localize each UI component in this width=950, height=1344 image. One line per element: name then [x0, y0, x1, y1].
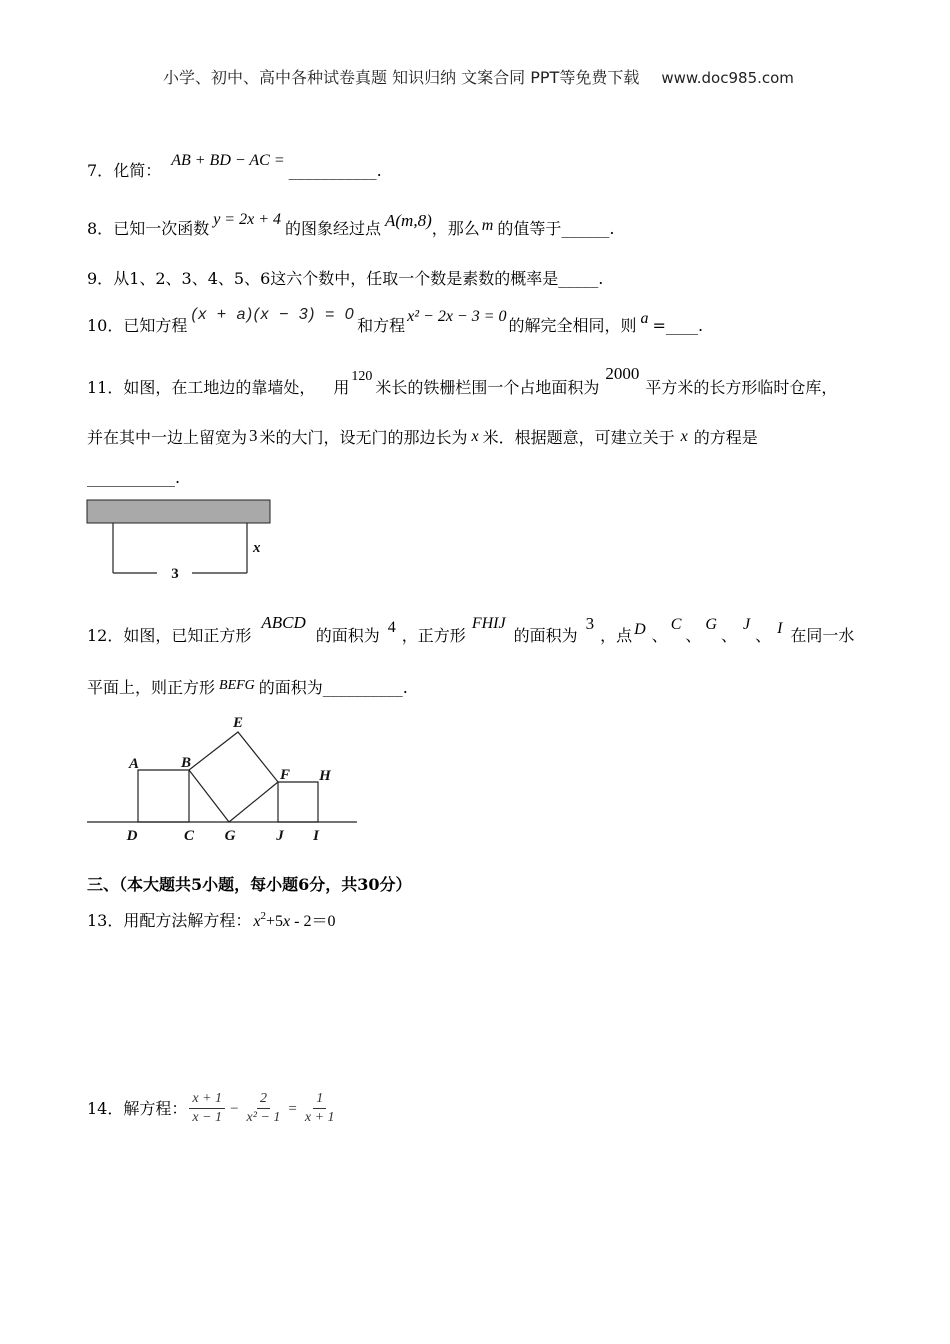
minus-sign: − [230, 1100, 239, 1117]
fraction-1 [189, 1090, 225, 1127]
question-text: 的值等于 [497, 219, 562, 238]
question-text: 如图，在工地边的靠墙处， [123, 378, 316, 397]
header-text: 小学、初中、高中各种试卷真题 知识归纳 文案合同 PPT等免费下载 [163, 68, 640, 87]
question-text: 米．根据题意，可建立关于 [482, 428, 675, 447]
question-13 [87, 911, 335, 933]
question-12-line-1 [87, 613, 855, 647]
answer-blank: ___________ [87, 468, 175, 487]
math-term: - 2＝0 [290, 913, 336, 930]
question-number: 11． [87, 378, 124, 397]
question-text: 从1、2、3、4、5、6这六个数中，任取一个数是素数的概率是 [113, 269, 559, 288]
answer-blank: _____ [558, 269, 599, 288]
question-10 [87, 306, 704, 337]
section-title: 三、（本大题共5小题，每小题6分，共30分） [87, 875, 412, 894]
question-number: 14． [87, 1098, 124, 1118]
area-value: 2000 [605, 364, 640, 383]
question-number: 12． [87, 626, 124, 645]
period: . [598, 269, 604, 288]
point-c: C [670, 616, 682, 633]
math-exponent: 2 [260, 910, 266, 922]
label-b: B [180, 755, 192, 771]
label-d: D [126, 828, 138, 844]
fraction-numerator: 2 [257, 1090, 270, 1109]
question-text: 解方程： [123, 1098, 188, 1118]
separator: 、 [755, 626, 772, 645]
section-heading [87, 875, 412, 895]
square-fhij-shape [278, 782, 318, 822]
square-befg: BEFG [219, 678, 255, 693]
header-url: www.doc985.com [661, 69, 794, 87]
fence-length-value: 120 [351, 369, 373, 384]
point-j: J [742, 616, 751, 633]
point-g: G [705, 616, 717, 633]
fraction-2 [244, 1090, 284, 1127]
square-fhij: FHIJ [471, 615, 506, 632]
label-f: F [279, 767, 291, 783]
question-text: 米长的铁栅栏围一个占地面积为 [375, 378, 600, 397]
math-equation-2: x² − 2x − 3 = 0 [407, 308, 507, 325]
fraction-numerator: x + 1 [189, 1090, 225, 1109]
page-header [163, 68, 794, 88]
math-point: A(m,8) [385, 211, 432, 230]
math-expression: y = 2x + 4 [213, 211, 281, 228]
figure-squares [85, 712, 360, 847]
period: . [609, 219, 615, 238]
square-abcd: ABCD [261, 613, 306, 632]
wall [87, 500, 270, 523]
question-number: 7． [87, 161, 114, 180]
question-text: 和方程 [357, 316, 406, 335]
label-c: C [183, 828, 195, 844]
math-variable: x [283, 913, 291, 930]
fraction-numerator: 1 [313, 1090, 326, 1109]
figure-warehouse [85, 498, 275, 583]
square-befg-shape [189, 732, 278, 822]
math-variable: a [640, 310, 649, 327]
label-g: G [224, 828, 236, 844]
question-14 [87, 1090, 338, 1127]
label-j: J [276, 828, 284, 844]
equals-sign: = [652, 316, 666, 335]
area-abcd-value: 4 [387, 619, 396, 636]
answer-blank: __________ [322, 678, 403, 697]
question-number: 9． [87, 269, 114, 288]
fraction-denominator: x² − 1 [246, 1110, 281, 1125]
question-11-line-2 [87, 428, 758, 449]
question-text: ，那么 [431, 219, 480, 238]
question-number: 13． [87, 911, 124, 930]
separator: 、 [720, 626, 737, 645]
math-expression: AB + BD − AC = [171, 152, 285, 169]
math-variable: m [481, 217, 494, 234]
math-variable: x [471, 428, 479, 445]
label-h: H [319, 768, 331, 784]
equals-sign: = [288, 1100, 297, 1117]
question-9 [87, 269, 603, 289]
question-text: 平方米的长方形临时仓库， [645, 378, 838, 397]
question-7 [87, 152, 382, 182]
math-variable: x [680, 428, 688, 445]
point-d: D [634, 621, 646, 638]
question-text: 在同一水 [790, 626, 855, 645]
math-term: +5 [266, 913, 284, 930]
question-text: 化简： [113, 161, 162, 180]
question-text: 平面上，则正方形 [87, 678, 216, 697]
gate-width-label: 3 [171, 566, 179, 582]
question-number: 10． [87, 316, 124, 335]
question-number: 8． [87, 219, 114, 238]
area-fhij-value: 3 [585, 614, 595, 633]
answer-blank: ______ [561, 219, 610, 238]
question-text: 的方程是 [693, 428, 758, 447]
question-text: 的面积为 [258, 678, 323, 697]
gate-width-value: 3 [249, 426, 258, 445]
question-text: 的面积为 [315, 626, 380, 645]
side-length-label: x [253, 540, 261, 556]
separator: 、 [685, 626, 702, 645]
period: . [402, 678, 408, 697]
question-text: 如图，已知正方形 [123, 626, 252, 645]
question-text: 已知方程 [123, 316, 188, 335]
question-text: ，正方形 [401, 626, 466, 645]
label-a: A [128, 756, 140, 772]
fraction-denominator: x + 1 [304, 1110, 335, 1125]
period: . [376, 161, 382, 180]
answer-blank: ____ [665, 316, 698, 335]
label-i: I [313, 828, 319, 844]
answer-blank: ___________ [288, 161, 377, 180]
period: . [175, 468, 181, 487]
question-text: ，点 [600, 626, 633, 645]
question-text: 的图象经过点 [285, 219, 382, 238]
question-12-line-2 [87, 678, 408, 700]
question-text: 并在其中一边上留宽为 [87, 428, 248, 447]
question-text: 用配方法解方程： [123, 911, 252, 930]
question-11-line-1 [87, 364, 838, 400]
question-text: 用 [333, 378, 350, 397]
math-equation-1: (x + a)(x − 3) = 0 [191, 306, 356, 323]
question-text: 的解完全相同，则 [508, 316, 637, 335]
fraction-denominator: x − 1 [192, 1110, 223, 1125]
math-variable: x [253, 913, 261, 930]
point-i: I [777, 620, 783, 637]
question-text: 已知一次函数 [113, 219, 210, 238]
question-8 [87, 211, 615, 240]
question-text: 的面积为 [513, 626, 578, 645]
period: . [697, 316, 704, 335]
fraction-3 [302, 1090, 338, 1127]
question-text: 米的大门，设无门的那边长为 [259, 428, 468, 447]
label-e: E [232, 715, 244, 731]
separator: 、 [651, 626, 668, 645]
question-11-line-3 [87, 468, 180, 488]
square-abcd-shape [138, 770, 189, 822]
